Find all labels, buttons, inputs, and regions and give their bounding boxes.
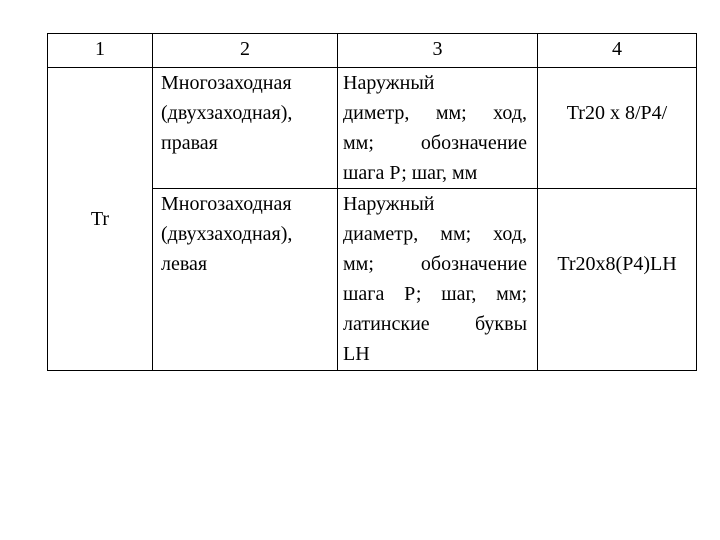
parameter-line: Наружный	[343, 193, 435, 215]
thread-type-cell	[153, 189, 338, 371]
parameter-line: диметр, мм; ход,	[343, 102, 527, 124]
thread-type-line: (двухзаходная),	[161, 223, 293, 245]
designation-example: Tr20x8(P4)LH	[557, 253, 677, 275]
example-cell	[538, 189, 697, 371]
parameters-cell	[338, 68, 538, 189]
parameter-line: шага Р; шаг, мм;	[343, 283, 527, 305]
table-header-row	[48, 34, 697, 68]
thread-type-line: правая	[161, 132, 218, 154]
thread-type-line: левая	[161, 253, 208, 275]
example-cell	[538, 68, 697, 189]
parameter-line: диаметр, мм; ход,	[343, 223, 527, 245]
thread-type-line: Многозаходная	[161, 193, 292, 215]
profile-cell	[48, 68, 153, 371]
profile-label: Tr	[90, 208, 110, 230]
parameter-line: шага Р; шаг, мм	[343, 162, 478, 184]
header-col-2: 2	[153, 34, 338, 68]
parameter-line: LH	[343, 343, 370, 365]
thread-type-line: (двухзаходная),	[161, 102, 293, 124]
parameters-cell	[338, 189, 538, 371]
parameter-line: латинские буквы	[343, 313, 527, 335]
parameter-line: мм; обозначение	[343, 253, 527, 275]
designation-example: Tr20 x 8/P4/	[566, 102, 668, 124]
parameter-line: Наружный	[343, 72, 435, 94]
header-col-3: 3	[338, 34, 538, 68]
thread-type-cell	[153, 68, 338, 189]
parameter-line: мм; обозначение	[343, 132, 527, 154]
header-col-4: 4	[538, 34, 697, 68]
table-row-right-thread	[48, 68, 697, 189]
thread-type-line: Многозаходная	[161, 72, 292, 94]
thread-designation-table	[47, 33, 697, 371]
header-col-1: 1	[48, 34, 153, 68]
